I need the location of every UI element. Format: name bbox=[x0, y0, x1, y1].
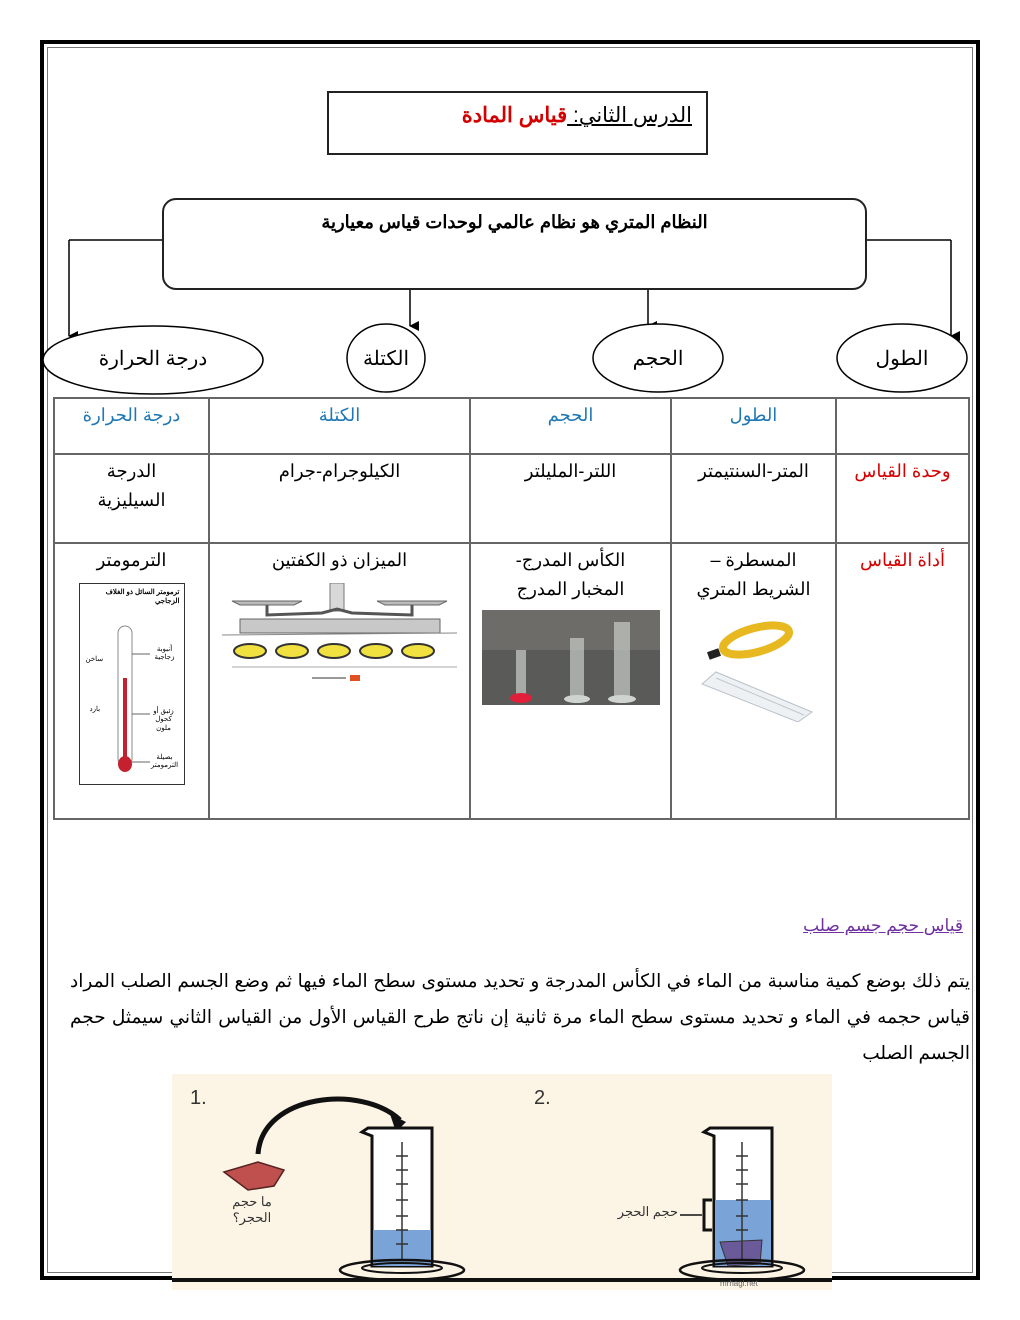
lesson-number: الدرس الثاني bbox=[578, 104, 692, 127]
cylinder-1 bbox=[340, 1128, 464, 1280]
quantity-temperature: درجة الحرارة bbox=[98, 348, 208, 370]
thermometer-diagram bbox=[79, 583, 185, 785]
answer-label: حجم الحجر bbox=[617, 1204, 678, 1219]
header-cell-empty bbox=[836, 398, 969, 454]
tool-volume bbox=[470, 543, 671, 819]
definition-text: النظام المتري هو نظام عالمي لوحدات قياس معيارية bbox=[321, 212, 708, 232]
thermo-label-hot: ساخن bbox=[85, 655, 104, 663]
tool-mass-text: الميزان ذو الكفتين bbox=[271, 550, 408, 570]
displacement-figure bbox=[172, 1074, 832, 1290]
thermo-label-tube: أنبوبة زجاجية bbox=[154, 645, 175, 662]
unit-length: المتر-السنتيمتر bbox=[671, 454, 836, 543]
unit-mass: الكيلوجرام-جرام bbox=[209, 454, 470, 543]
step1-label: 1. bbox=[190, 1087, 207, 1109]
question-label: ما حجم الحجر؟ bbox=[232, 1194, 272, 1225]
header-cell-volume: الحجم bbox=[470, 398, 671, 454]
thermo-label-bulb: بصيلة الترمومتر bbox=[150, 753, 179, 770]
header-cell-mass: الكتلة bbox=[209, 398, 470, 454]
solid-volume-paragraph: يتم ذلك بوضع كمية مناسبة من الماء في الكأس المدرجة و تحديد مستوى سطح الماء فيها ثم وضع الجسم الصلب المراد قياس حجمه في الماء و تحديد مستوى سطح الماء مرة ثانية إن ناتج طرح القياس الأول من القياس الثاني سيمثل حجم الجسم الصلب bbox=[70, 970, 970, 1063]
measurement-table bbox=[53, 397, 970, 820]
quantity-volume: الحجم bbox=[632, 348, 684, 370]
volume-bracket bbox=[704, 1200, 712, 1230]
definition-box bbox=[162, 198, 867, 290]
tape-measure-ruler-image bbox=[694, 612, 814, 722]
table-row-units bbox=[54, 454, 969, 543]
tool-length-text: المسطرة – الشريط المتري bbox=[696, 550, 811, 599]
header-cell-length: الطول bbox=[671, 398, 836, 454]
row-label-tool-text: أداة القياس bbox=[860, 550, 945, 570]
unit-temperature: الدرجة السيليزية bbox=[54, 454, 209, 543]
tool-mass bbox=[209, 543, 470, 819]
stone-icon bbox=[224, 1162, 284, 1190]
table-header-row bbox=[54, 398, 969, 454]
section-title-solid-volume: قياس حجم جسم صلب bbox=[803, 916, 963, 935]
tool-length bbox=[671, 543, 836, 819]
table-row-tools bbox=[54, 543, 969, 819]
quantity-length: الطول bbox=[875, 348, 929, 370]
step2-label: 2. bbox=[534, 1087, 551, 1109]
cylinder-2 bbox=[680, 1128, 804, 1280]
row-label-tool bbox=[836, 543, 969, 819]
graduated-cylinders-image bbox=[482, 610, 660, 705]
tool-temperature-text: الترمومتر bbox=[96, 550, 167, 570]
row-label-unit: وحدة القياس bbox=[836, 454, 969, 543]
lesson-separator: : bbox=[567, 104, 579, 127]
header-cell-temperature: درجة الحرارة bbox=[54, 398, 209, 454]
two-pan-balance-image bbox=[222, 583, 457, 683]
unit-volume: اللتر-المليلتر bbox=[470, 454, 671, 543]
quantity-mass: الكتلة bbox=[362, 348, 410, 370]
displacement-illustration bbox=[172, 1074, 832, 1290]
tool-volume-text: الكأس المدرج- المخبار المدرج bbox=[515, 550, 626, 599]
lesson-name: قياس المادة bbox=[461, 104, 568, 127]
tool-temperature bbox=[54, 543, 209, 819]
image-credit: mrhagi.net bbox=[720, 1279, 758, 1288]
thermo-label-liquid: زئبق أو كحول ملون bbox=[153, 707, 174, 732]
thermometer-diagram-title: ترمومتر السائل ذو الغلاف الزجاجي bbox=[105, 588, 180, 605]
thermo-label-cold: بارد bbox=[89, 705, 101, 713]
